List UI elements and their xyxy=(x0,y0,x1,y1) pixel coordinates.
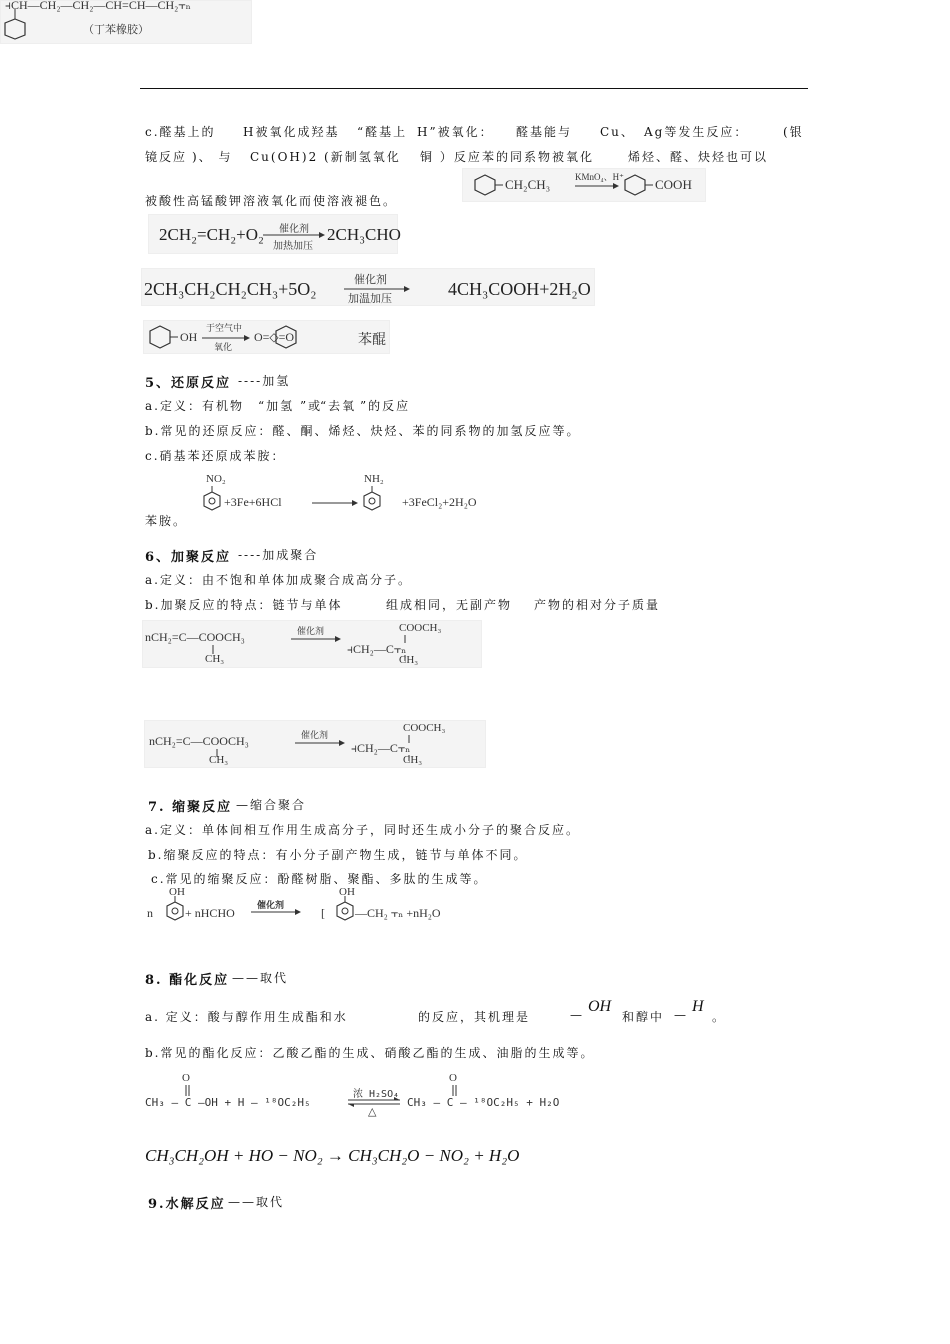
ethylbenzene-left: CH₂CH₃ xyxy=(505,177,551,192)
poly2-cond: 催化剂 xyxy=(301,730,329,740)
nitro-left: +3Fe+6HCl xyxy=(224,495,282,509)
s5-a-p4: ”的反应 xyxy=(360,399,411,413)
pf-prefix: n xyxy=(147,906,153,920)
s5-a-p0: a.定义：有机物 xyxy=(145,399,244,413)
poly2-left: nCH₂=C—COOCH₃ xyxy=(149,734,249,748)
pf-cond: 催化剂 xyxy=(257,900,285,910)
ethylbenzene-cond: KMnO₄、H⁺ xyxy=(575,172,624,182)
s5-a-p2: ”或 xyxy=(300,399,323,413)
poly1-sub: CH₃ xyxy=(205,653,225,665)
ester-cond-bottom: △ xyxy=(368,1106,377,1118)
butadiene-styrene-rubber-image xyxy=(0,0,252,44)
ethylbenzene-oxidation-image xyxy=(462,168,706,202)
s6-a: a.定义：由不饱和单体加成聚合成高分子。 xyxy=(145,573,412,587)
c-line2-p2: Cu(OH)2 (新制氢氧化 xyxy=(250,150,401,164)
polymerization-image-1 xyxy=(142,620,482,668)
ester-right: CH₃ — C — ¹⁸OC₂H₅ + H₂O xyxy=(407,1096,560,1109)
s6-b-p2: 产物的相对分子质量 xyxy=(534,598,661,612)
ester-o-left: O xyxy=(182,1072,190,1084)
section7-heading xyxy=(148,796,232,815)
section6-tail: ----加成聚合 xyxy=(238,548,319,562)
s5-b: b.常见的还原反应：醛、酮、烯烃、炔烃、苯的同系物的加氢反应等。 xyxy=(145,424,581,438)
s8-a-p4: 和醇中 xyxy=(622,1010,665,1024)
s7-b: b.缩聚反应的特点：有小分子副产物生成，链节与单体不同。 xyxy=(148,848,528,862)
pf-right: —CH₂ ⫟ₙ +nH₂O xyxy=(355,906,441,920)
ester-left: CH₃ — C —OH + H — ¹⁸OC₂H₅ xyxy=(145,1096,311,1109)
ethylene-oxidation-image xyxy=(148,214,401,254)
esterification-equation xyxy=(145,1072,585,1122)
c-line2-p1: )、 与 xyxy=(192,150,233,164)
ester-o-right: O xyxy=(449,1072,457,1084)
ester-cond-top: 浓 H₂SO₄ xyxy=(353,1089,400,1100)
s7-a: a.定义：单体间相互作用生成高分子，同时还生成小分子的聚合反应。 xyxy=(145,823,580,837)
section8-tail: ——取代 xyxy=(232,971,289,985)
s6-b-p1: 组成相同，无副产物 xyxy=(386,598,513,612)
pf-left: + nHCHO xyxy=(185,906,235,920)
phenol-oxidation-image xyxy=(143,320,390,354)
section5-heading xyxy=(145,372,231,391)
quinone-label: 苯醌 xyxy=(358,333,386,348)
section7-tail: —缩合聚合 xyxy=(236,798,307,812)
s5-tail: 苯胺。 xyxy=(145,514,188,528)
section6-num: 6 xyxy=(145,550,157,565)
polymerization-image-2 xyxy=(144,720,486,768)
poly2-right-sub: CH₃ xyxy=(403,754,423,766)
c-line2-p5: 烯烃、醛、炔烃也可以 xyxy=(628,150,769,164)
s8-a-p1: 的反应，其机理是 xyxy=(418,1010,531,1024)
pf-right-top: OH xyxy=(339,886,355,898)
rubber-caption: （丁苯橡胶） xyxy=(83,24,149,36)
phenol-left: OH xyxy=(180,330,198,344)
s8-a-p0: a. 定义：酸与醇作用生成酯和水 xyxy=(145,1010,348,1024)
c-line2-p0: 镜反应 xyxy=(145,150,188,164)
butane-right: 4CH₃COOH+2H₂O xyxy=(448,279,591,299)
ethylene-cond-bottom: 加热加压 xyxy=(273,241,313,252)
ethylene-cond-top: 催化剂 xyxy=(279,224,309,235)
s8-b: b.常见的酯化反应：乙酸乙酯的生成、硝酸乙酯的生成、油脂的生成等。 xyxy=(145,1046,595,1060)
ethylene-right: 2CH₃CHO xyxy=(327,225,401,244)
butane-cond-top: 催化剂 xyxy=(354,274,387,286)
pf-left-top: OH xyxy=(169,886,185,898)
pf-open: [ xyxy=(321,906,325,920)
s7-c: c.常见的缩聚反应：酚醛树脂、聚酯、多肽的生成等。 xyxy=(151,872,488,886)
poly2-right-top: COOCH₃ xyxy=(403,722,446,734)
butane-oxidation-image xyxy=(141,268,595,306)
s8-a-end: 。 xyxy=(712,1010,727,1024)
rubber-formula: ⫞CH—CH₂—CH₂—CH=CH—CH₂⫟ₙ xyxy=(5,0,191,12)
c-line1-p1: H被氧化成羟基 xyxy=(243,125,340,139)
s8-a-dash2: — xyxy=(674,1008,688,1022)
section5-tail: ----加氢 xyxy=(238,374,291,388)
section5-num: 5 xyxy=(145,376,157,391)
c-line1-p3: H”被氧化： xyxy=(417,125,494,139)
c-line2-p4: 苯的同系物被氧化 xyxy=(482,150,595,164)
ethylene-left: 2CH₂=CH₂+O₂ xyxy=(159,225,264,244)
nitro-group: NO₂ xyxy=(206,473,226,485)
nitrobenzene-reduction-image xyxy=(200,472,510,516)
c-line1-p4: 醛基能与 xyxy=(516,125,573,139)
poly1-cond: 催化剂 xyxy=(297,626,325,636)
c-line3: 被酸性高锰酸钾溶液氧化而使溶液褪色。 xyxy=(145,194,398,208)
quinone-structure: O=◇=O xyxy=(254,330,295,344)
ethylbenzene-right: COOH xyxy=(655,177,692,192)
section9-heading xyxy=(148,1193,226,1212)
c-line1-p7: (银 xyxy=(783,125,804,139)
phenol-formaldehyde-image xyxy=(145,886,465,930)
c-line2-p3: 铜 ）反应 xyxy=(420,150,482,164)
s8-a-oh: OH xyxy=(588,998,612,1015)
section7-title: 缩聚反应 xyxy=(172,800,233,815)
phenol-cond-top: 于空气中 xyxy=(206,323,243,333)
poly1-right-sub: CH₃ xyxy=(399,654,419,666)
butane-cond-bottom: 加温加压 xyxy=(348,293,392,305)
header-rule xyxy=(140,88,808,89)
section5-title: 、还原反应 xyxy=(156,376,232,391)
c-line1-p2: “醛基上 xyxy=(357,125,408,139)
section9-num: 9. xyxy=(148,1197,166,1212)
s6-b-p0: b.加聚反应的特点：链节与单体 xyxy=(145,598,343,612)
section9-title: 水解反应 xyxy=(165,1197,226,1212)
section8-heading xyxy=(145,969,229,988)
poly1-right: ⫞CH₂—C⫟ₙ xyxy=(347,642,407,656)
section6-heading xyxy=(145,546,231,565)
section6-title: 、加聚反应 xyxy=(156,550,232,565)
poly1-left: nCH₂=C—COOCH₃ xyxy=(145,630,245,644)
section9-tail: ——取代 xyxy=(228,1195,285,1209)
section8-num: 8. xyxy=(145,973,163,988)
c-line1-p5: Cu、 xyxy=(600,125,635,139)
phenol-cond-bottom: 氧化 xyxy=(214,342,233,352)
s5-a-p3: “去氧 xyxy=(320,399,357,413)
c-line1-p0: c.醛基上的 xyxy=(145,125,216,139)
amino-group: NH₂ xyxy=(364,473,384,485)
s8-a-h: H xyxy=(692,998,704,1015)
s5-c: c.硝基苯还原成苯胺： xyxy=(145,449,286,463)
s8-a-dash1: — xyxy=(570,1008,584,1022)
butane-left: 2CH₃CH₂CH₂CH₃+5O₂ xyxy=(144,279,317,299)
section8-title: 酯化反应 xyxy=(169,973,230,988)
c-line1-p6: Ag等发生反应： xyxy=(644,125,749,139)
nitrate-ester-equation: CH₃CH₂OH + HO − NO₂ → CH₃CH₂O − NO₂ + H₂O xyxy=(145,1146,520,1165)
poly1-right-top: COOCH₃ xyxy=(399,622,442,634)
nitro-right: +3FeCl₂+2H₂O xyxy=(402,495,477,509)
section7-num: 7. xyxy=(148,800,166,815)
poly2-sub: CH₃ xyxy=(209,754,229,766)
s5-a-p1: “加氢 xyxy=(258,399,295,413)
poly2-right: ⫞CH₂—C⫟ₙ xyxy=(351,741,411,755)
